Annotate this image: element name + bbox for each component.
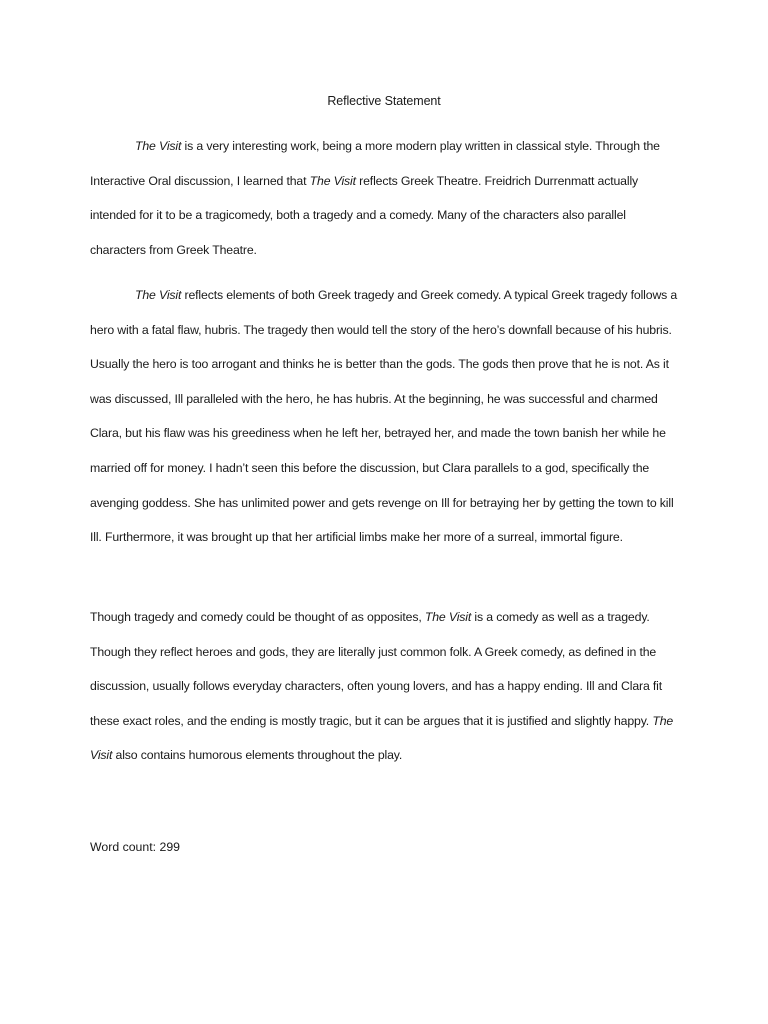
paragraph-1 — [90, 129, 682, 267]
play-title-italic: The Visit — [424, 610, 472, 624]
paragraph-1-text-a: is a very interesting work, being a more modern play written in classical style. Through the Interactive Oral discussion, I learned that — [90, 139, 660, 188]
play-title-italic: The Visit — [309, 173, 356, 188]
play-title-italic: The Visit — [135, 139, 182, 153]
paragraph-3-text-c: also contains humorous elements throughout the play. — [112, 748, 403, 763]
paragraph-2-text-a: reflects elements of both Greek tragedy and Greek comedy. A typical Greek tragedy follows a hero with a fatal flaw, hubris. The tragedy then would tell the story of the hero’s downfall because of his hubris. Usually the hero is too arrogant and thinks he is better than the gods. The gods then prove that he is not. As it was discussed, Ill paralleled with the hero, he has hubris. At the beginning, he was successful and charmed Clara, but his flaw was his greediness when he left her, betrayed her, and made the town banish her while he married off for money. I hadn’t seen this before the discussion, but Clara parallels to a god, specifically the avenging goddess. She has unlimited power and gets revenge on Ill for betraying her by getting the town to kill Ill. Furthermore, it was brought up that her artificial limbs make her more of a surreal, immortal figure. — [90, 288, 678, 545]
play-title-italic: The Visit — [90, 713, 674, 763]
paragraph-3-text-a: Though tragedy and comedy could be thought of as opposites, — [90, 610, 425, 624]
paragraph-3-text-b: is a comedy as well as a tragedy. Though they reflect heroes and gods, they are literally just common folk. A Greek comedy, as defined in the discussion, usually follows everyday characters, often young lovers, and has a happy ending. Ill and Clara fit these exact roles, and the ending is mostly tragic, but it can be argues that it is justified and slightly happy. — [90, 610, 663, 728]
paragraph-1-text-b: reflects Greek Theatre. Freidrich Durrenmatt actually intended for it to be a tragicomedy, both a tragedy and a comedy. Many of the characters also parallel characters from Greek Theatre. — [90, 173, 639, 257]
paragraph-3 — [90, 600, 682, 773]
document-title: Reflective Statement — [327, 94, 441, 108]
play-title-italic: The Visit — [135, 288, 182, 302]
paragraph-2 — [90, 278, 682, 555]
word-count: Word count: 299 — [90, 840, 181, 854]
